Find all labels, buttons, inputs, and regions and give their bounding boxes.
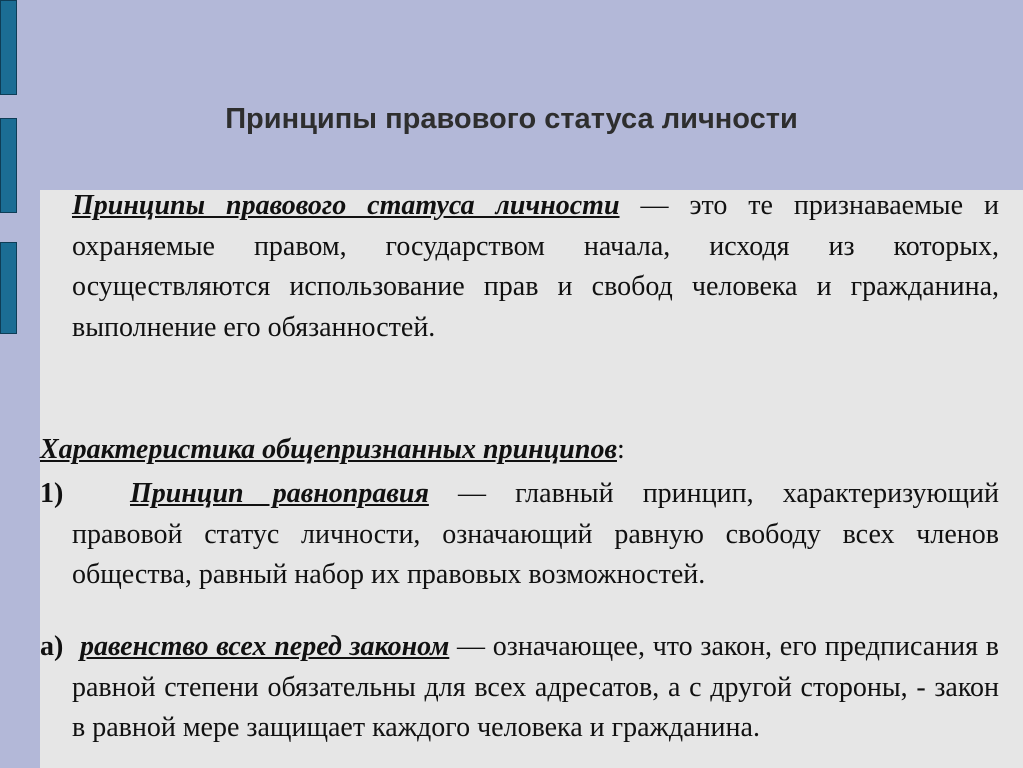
item-a-marker: а) <box>40 631 64 662</box>
decor-bar-3 <box>0 242 17 334</box>
decor-bar-1 <box>0 0 17 95</box>
definition-paragraph <box>72 186 999 348</box>
item-a-text: — означающее, что закон, его предписания в равной степени обязательны для всех адресатов, а с другой стороны, - закон в равной мере защищает каждого человека и гражданина. <box>72 631 1000 744</box>
definition-text: — это те признаваемые и охраняемые правом, государством начала, исходя из которых, осуществляются использование прав и свобод человека и гражданина, выполнение его обязанностей. <box>72 190 999 343</box>
item-a-paragraph <box>72 627 999 749</box>
section-heading-colon: : <box>616 434 625 465</box>
item-1-paragraph <box>72 474 999 596</box>
definition-term: Принципы правового статуса личности <box>72 190 620 221</box>
item-1-marker: 1) <box>40 478 64 509</box>
slide-title: Принципы правового статуса личности <box>225 103 798 135</box>
item-1-term: Принцип равноправия <box>130 478 429 509</box>
item-1-text: — главный принцип, характеризующий правовой статус личности, означающий равную свободу всех членов общества, равный набор их правовых возможностей. <box>72 478 1000 591</box>
section-heading-text: Характеристика общепризнанных принципов <box>40 434 617 465</box>
item-a-term: равенство всех перед законом <box>80 631 450 662</box>
section-heading <box>40 430 999 471</box>
